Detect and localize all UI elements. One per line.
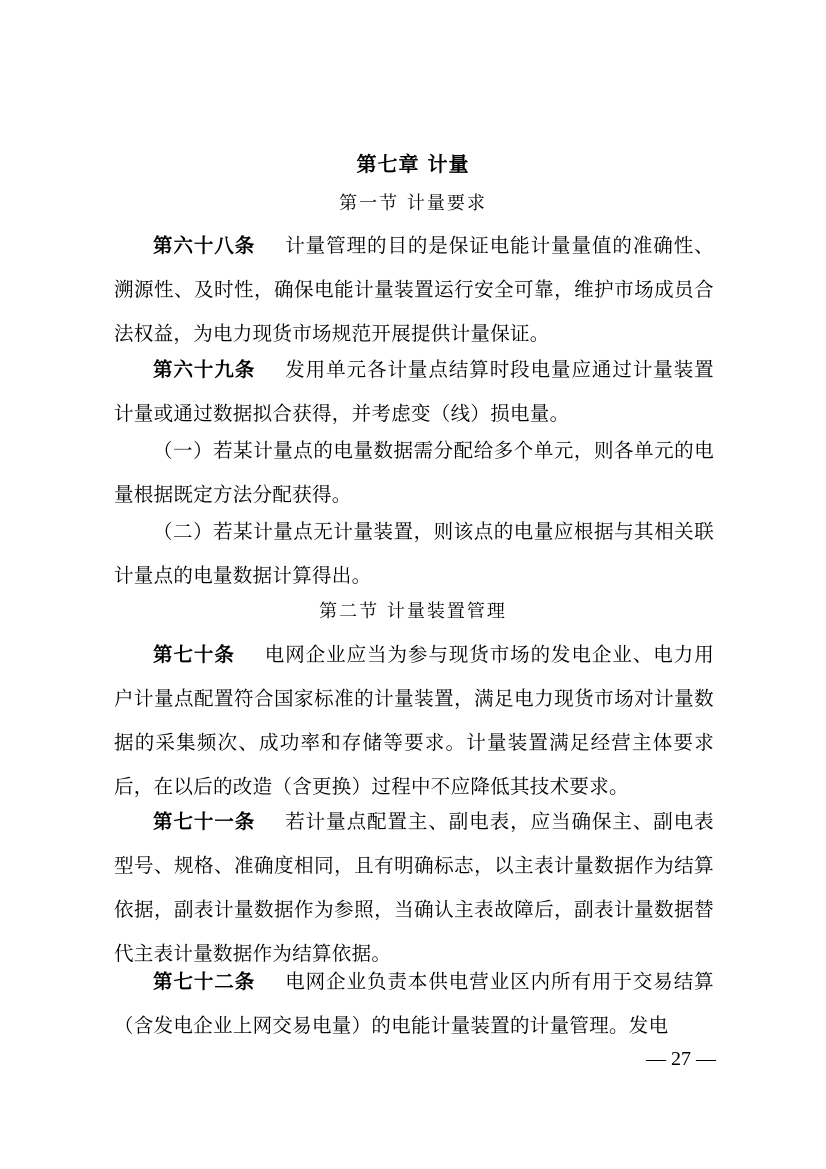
article-68 xyxy=(114,224,714,356)
article-text: 发用单元各计量点结算时段电量应通过计量装置计量或通过数据拟合获得，并考虑变（线）损电量。 xyxy=(114,358,714,425)
clause-text: （二）若某计量点无计量装置，则该点的电量应根据与其相关联计量点的电量数据计算得出。 xyxy=(114,520,714,587)
clause-2 xyxy=(114,510,714,598)
article-text: 若计量点配置主、副电表，应当确保主、副电表型号、规格、准确度相同，且有明确标志，以主表计量数据作为结算依据，副表计量数据作为参照，当确认主表故障后，副表计量数据替代主表计量数据作为结算依据。 xyxy=(114,810,714,965)
article-label: 第六十九条 xyxy=(153,358,256,381)
article-72 xyxy=(114,960,714,1048)
article-label: 第六十八条 xyxy=(153,234,256,257)
chapter-title: 第七章 计量 xyxy=(356,152,470,176)
article-69 xyxy=(114,348,714,436)
section-title-1: 第一节 计量要求 xyxy=(339,193,487,214)
clause-1 xyxy=(114,429,714,517)
article-label: 第七十二条 xyxy=(153,970,256,993)
page-number: — 27 — xyxy=(646,1048,716,1070)
article-label: 第七十条 xyxy=(153,643,235,666)
article-71 xyxy=(114,800,714,976)
article-text: 电网企业应当为参与现货市场的发电企业、电力用户计量点配置符合国家标准的计量装置，满足电力现货市场对计量数据的采集频次、成功率和存储等要求。计量装置满足经营主体要求后，在以后的改造（含更换）过程中不应降低其技术要求。 xyxy=(114,643,714,798)
section-title-2: 第二节 计量装置管理 xyxy=(319,601,507,622)
clause-text: （一）若某计量点的电量数据需分配给多个单元，则各单元的电量根据既定方法分配获得。 xyxy=(114,439,714,506)
article-70 xyxy=(114,633,714,809)
article-text: 电网企业负责本供电营业区内所有用于交易结算（含发电企业上网交易电量）的电能计量装置的计量管理。发电 xyxy=(114,970,714,1037)
article-label: 第七十一条 xyxy=(153,810,256,833)
article-text: 计量管理的目的是保证电能计量量值的准确性、溯源性、及时性，确保电能计量装置运行安全可靠，维护市场成员合法权益，为电力现货市场规范开展提供计量保证。 xyxy=(114,234,714,345)
